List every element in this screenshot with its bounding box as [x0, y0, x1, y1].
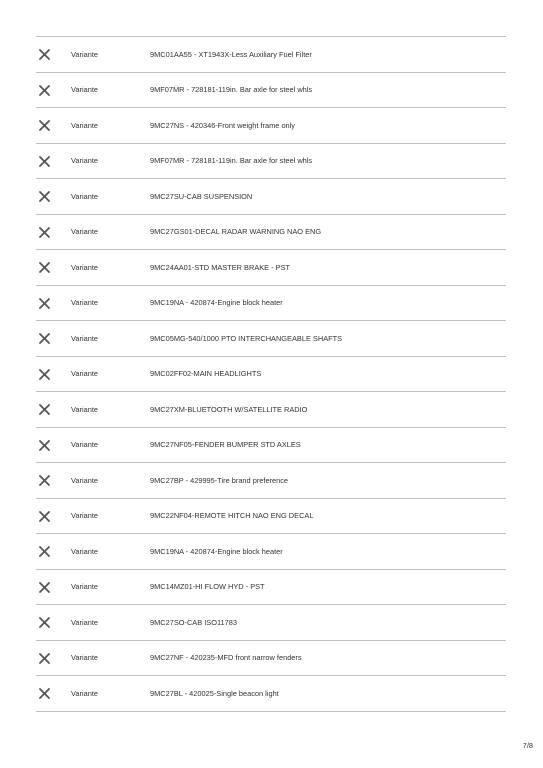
table-row [36, 676, 506, 712]
close-icon [39, 49, 50, 60]
row-description: 9MC27BL - 420025-Single beacon light [150, 688, 279, 698]
row-label: Variante [71, 511, 98, 521]
row-label: Variante [71, 617, 98, 627]
close-icon [39, 546, 50, 557]
row-description: 9MC05MG-540/1000 PTO INTERCHANGEABLE SHAFTS [150, 333, 343, 343]
table-row [36, 605, 506, 641]
close-icon [39, 404, 50, 415]
row-label: Variante [71, 227, 98, 237]
page-number: 7/8 [522, 741, 533, 750]
table-row [36, 286, 506, 322]
row-label: Variante [71, 85, 98, 95]
row-label: Variante [71, 333, 98, 343]
row-description: 9MC22NF04-REMOTE HITCH NAO ENG DECAL [150, 511, 314, 521]
close-icon [39, 333, 50, 344]
table-row [36, 179, 506, 215]
table-row [36, 428, 506, 464]
close-icon [39, 440, 50, 451]
variant-table [36, 36, 506, 712]
row-label: Variante [71, 262, 98, 272]
row-label: Variante [71, 475, 98, 485]
row-description: 9MC27NS - 420346-Front weight frame only [150, 120, 296, 130]
row-label: Variante [71, 688, 98, 698]
close-icon [39, 688, 50, 699]
row-label: Variante [71, 440, 98, 450]
close-icon [39, 298, 50, 309]
row-description: 9MC19NA - 420874-Engine block heater [150, 546, 283, 556]
row-description: 9MC14MZ01-HI FLOW HYD - PST [150, 582, 265, 592]
table-row [36, 250, 506, 286]
close-icon [39, 617, 50, 628]
row-label: Variante [71, 298, 98, 308]
close-icon [39, 511, 50, 522]
table-row [36, 73, 506, 109]
row-description: 9MF07MR - 728181-119in. Bar axle for steel whls [150, 85, 313, 95]
row-label: Variante [71, 49, 98, 59]
close-icon [39, 85, 50, 96]
row-description: 9MC27NF05-FENDER BUMPER STD AXLES [150, 440, 301, 450]
row-description: 9MF07MR - 728181-119in. Bar axle for steel whls [150, 156, 313, 166]
close-icon [39, 369, 50, 380]
table-row [36, 321, 506, 357]
table-row [36, 108, 506, 144]
table-row [36, 641, 506, 677]
row-description: 9MC27NF - 420235-MFD front narrow fenders [150, 653, 302, 663]
row-description: 9MC19NA - 420874-Engine block heater [150, 298, 283, 308]
table-row [36, 570, 506, 606]
row-label: Variante [71, 582, 98, 592]
close-icon [39, 156, 50, 167]
row-label: Variante [71, 653, 98, 663]
table-row [36, 215, 506, 251]
row-description: 9MC27BP - 429995-Tire brand preference [150, 475, 289, 485]
table-row [36, 144, 506, 180]
row-description: 9MC27SU-CAB SUSPENSION [150, 191, 253, 201]
row-label: Variante [71, 404, 98, 414]
close-icon [39, 653, 50, 664]
row-description: 9MC24AA01-STD MASTER BRAKE - PST [150, 262, 291, 272]
row-label: Variante [71, 191, 98, 201]
table-row [36, 463, 506, 499]
row-label: Variante [71, 546, 98, 556]
row-label: Variante [71, 120, 98, 130]
table-row [36, 499, 506, 535]
close-icon [39, 227, 50, 238]
table-row [36, 37, 506, 73]
table-row [36, 534, 506, 570]
row-description: 9MC27GS01-DECAL RADAR WARNING NAO ENG [150, 227, 322, 237]
close-icon [39, 582, 50, 593]
close-icon [39, 120, 50, 131]
row-description: 9MC27SO-CAB ISO11783 [150, 617, 237, 627]
close-icon [39, 262, 50, 273]
table-row [36, 357, 506, 393]
row-label: Variante [71, 369, 98, 379]
close-icon [39, 191, 50, 202]
row-description: 9MC02FF02-MAIN HEADLIGHTS [150, 369, 262, 379]
row-description: 9MC27XM-BLUETOOTH W/SATELLITE RADIO [150, 404, 308, 414]
row-description: 9MC01AA55 - XT1943X-Less Auxiliary Fuel Filter [150, 49, 312, 59]
close-icon [39, 475, 50, 486]
row-label: Variante [71, 156, 98, 166]
table-row [36, 392, 506, 428]
